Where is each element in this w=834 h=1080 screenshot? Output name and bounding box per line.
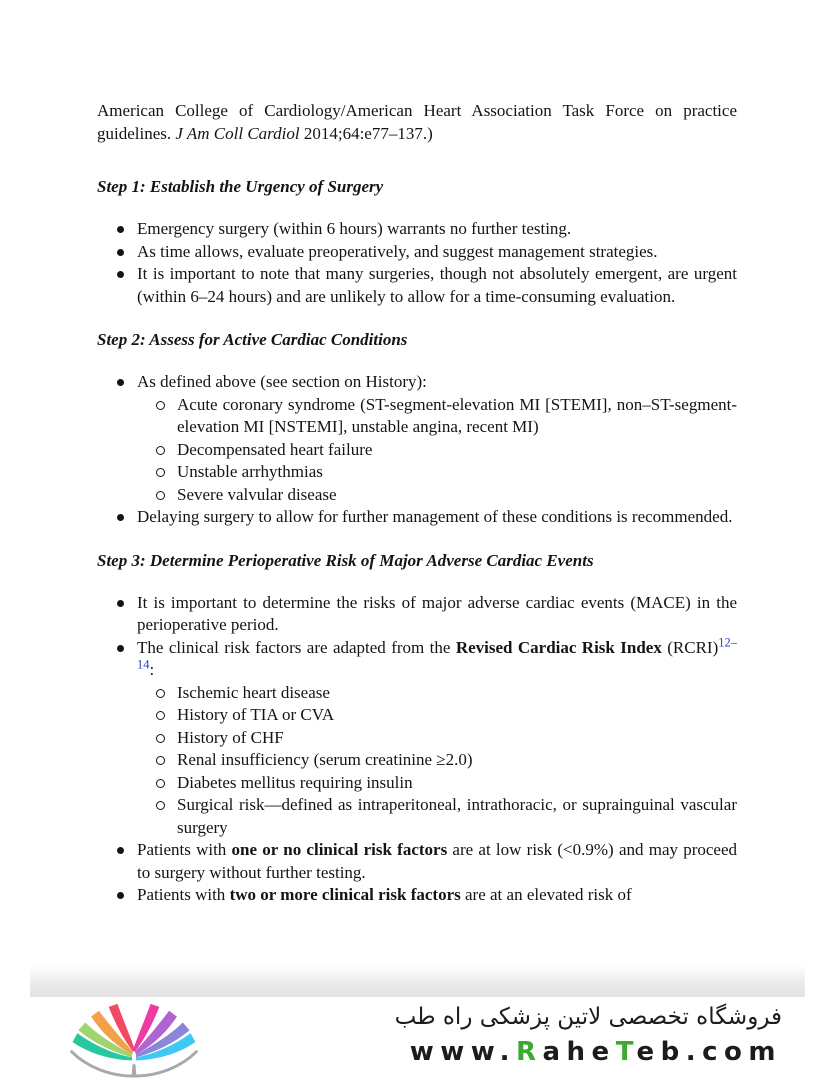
bullet-item (97, 634, 738, 840)
text-run: : (149, 660, 155, 679)
bullet-item (97, 241, 737, 264)
text-run: Surgical risk—defined as intraperitoneal, intrathoracic, or suprainguinal vascular surgery (177, 795, 737, 837)
bullet-list (97, 371, 737, 529)
bullet-item (97, 371, 737, 506)
text-run: As time allows, evaluate preoperatively, and suggest management strategies. (137, 241, 658, 261)
bullet-item (97, 218, 737, 241)
bullet-list (97, 592, 737, 907)
sub-bullet-item (137, 394, 737, 439)
text-run: Diabetes mellitus requiring insulin (177, 772, 413, 792)
text-run: www. (409, 1037, 516, 1067)
text-run: Renal insufficiency (serum creatinine ≥2.0) (177, 750, 473, 769)
text-run: one or no clinical risk factors (231, 840, 448, 859)
text-run: Ischemic heart disease (177, 682, 330, 702)
sub-bullet-item (137, 704, 737, 727)
raheteb-logo (64, 1001, 204, 1079)
text-run: Emergency surgery (within 6 hours) warrants no further testing. (137, 219, 572, 238)
text-run: J Am Coll Cardiol (175, 123, 300, 143)
text-run: eb.com (636, 1037, 782, 1067)
document-sections (97, 176, 737, 907)
text-run: T (615, 1037, 637, 1067)
sub-bullet-item (137, 772, 737, 795)
footer-website (395, 1037, 782, 1067)
section-heading: Step 2: Assess for Active Cardiac Conditions (97, 330, 408, 349)
bottom-page-shadow (30, 965, 805, 997)
bullet-item (97, 263, 737, 308)
bullet-item (97, 839, 737, 884)
sub-bullet-list (137, 682, 737, 840)
footer-text-block (395, 1002, 782, 1067)
bullet-list (97, 218, 737, 308)
intro-paragraph (97, 100, 737, 145)
sub-bullet-item (137, 484, 737, 507)
text-run: History of TIA or CVA (177, 705, 335, 724)
text-run: Unstable arrhythmias (177, 462, 323, 481)
sub-bullet-item (137, 794, 737, 839)
text-run: (RCRI) (661, 637, 719, 657)
text-run: History of CHF (177, 727, 284, 747)
page-footer (0, 1000, 834, 1080)
text-run: two or more clinical risk factors (229, 885, 461, 904)
text-run: As defined above (see section on History): (137, 372, 427, 391)
sub-bullet-list (137, 394, 737, 507)
reference-link[interactable]: 12–14 (137, 634, 738, 672)
sub-bullet-item (137, 682, 737, 705)
document-section (97, 329, 737, 529)
text-run: Revised Cardiac Risk Index (455, 637, 662, 657)
text-run: Severe valvular disease (177, 484, 337, 504)
section-heading: Step 3: Determine Perioperative Risk of Major Adverse Cardiac Events (97, 550, 594, 570)
logo-base-curve (72, 1052, 197, 1076)
text-run: are at an elevated risk of (460, 885, 632, 904)
text-run: Decompensated heart failure (177, 439, 373, 459)
text-run: Patients with (137, 885, 230, 904)
text-run: 2014;64:e77–137.) (299, 123, 433, 143)
sub-bullet-item (137, 727, 737, 750)
text-run: ahe (542, 1037, 616, 1067)
text-run: The clinical risk factors are adapted from the (137, 637, 456, 657)
bullet-item (97, 592, 737, 637)
sub-bullet-item (137, 439, 737, 462)
document-section (97, 176, 737, 308)
text-run: It is important to determine the risks of major adverse cardiac events (MACE) in the perioperative period. (137, 592, 737, 634)
text-run: R (515, 1037, 543, 1067)
text-run: American College of Cardiology/American Heart Association Task Force on practice guidelines. (97, 101, 737, 143)
document-section (97, 550, 737, 907)
text-run: are at low risk (<0.9%) and may proceed to surgery without further testing. (137, 840, 738, 882)
text-run: Patients with (137, 840, 232, 859)
bullet-item (97, 884, 737, 907)
sub-bullet-item (137, 749, 737, 772)
text-run: Delaying surgery to allow for further management of these conditions is recommended. (137, 507, 733, 526)
text-run: Acute coronary syndrome (ST-segment-elevation MI [STEMI], non–ST-segment-elevation MI [NSTEMI], unstable angina, recent MI) (177, 394, 737, 436)
footer-persian-text: فروشگاه تخصصی لاتین پزشکی راه طب (394, 1004, 782, 1030)
text-run: It is important to note that many surgeries, though not absolutely emergent, are urgent (within 6–24 hours) and are unlikely to allow for a time-consuming evaluation. (137, 264, 737, 306)
bullet-item (97, 506, 737, 529)
section-heading: Step 1: Establish the Urgency of Surgery (97, 177, 384, 196)
sub-bullet-item (137, 461, 737, 484)
